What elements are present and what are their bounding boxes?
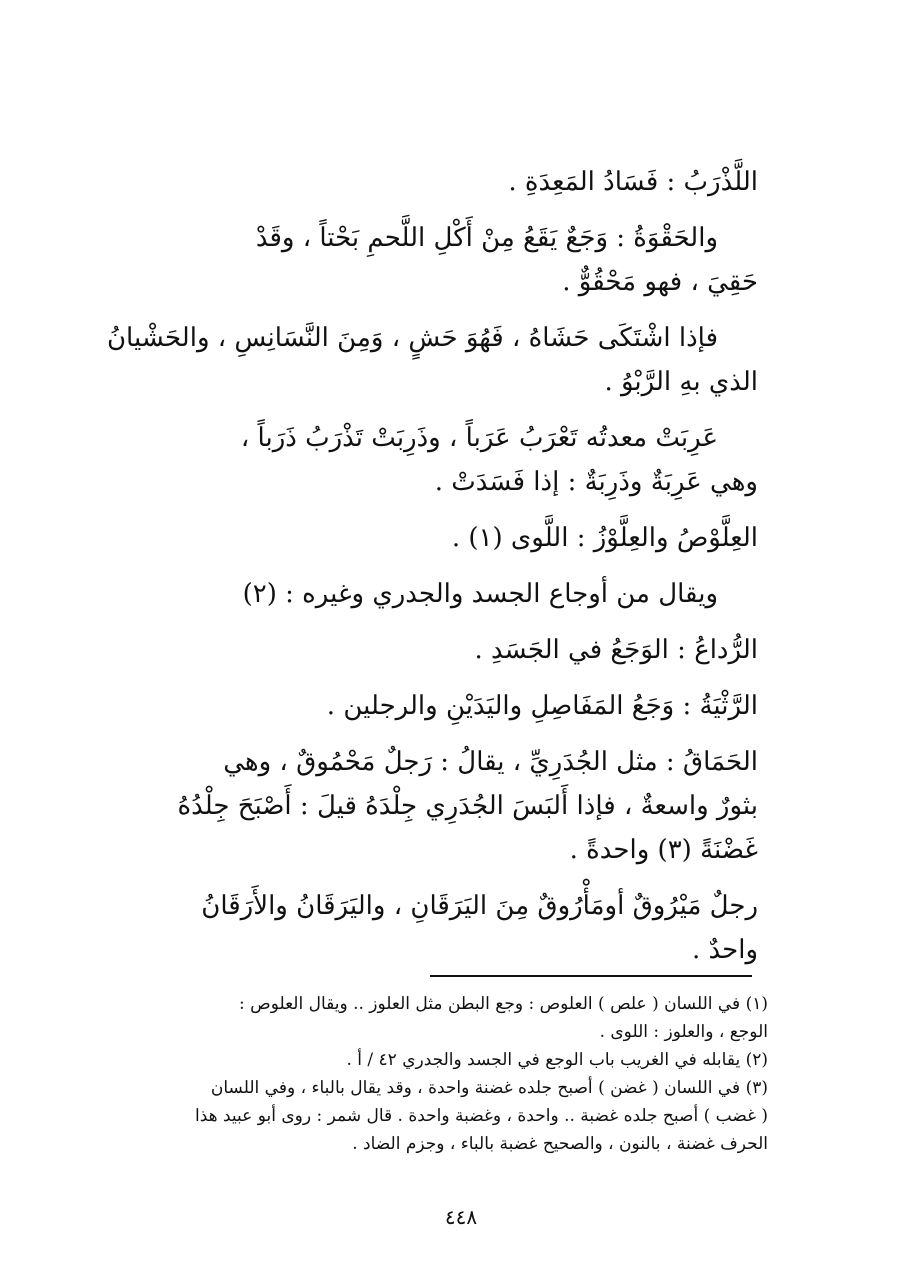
entry-rathya [96, 684, 758, 728]
footnote-line: (٢) يقابله في الغريب باب الوجع في الجسد والجدري ٤٢ / أ . [346, 1050, 768, 1070]
footnote-1 [96, 990, 768, 1046]
text-line: الذي بهِ الرَّبْوُ . [604, 367, 758, 397]
text-line: رجلٌ مَيْرُوقٌ أومَأْرُوقٌ مِنَ اليَرَقَانِ ، واليَرَقَانُ والأَرَقَانُ [201, 891, 758, 921]
entry-hasha [96, 316, 758, 404]
footnote-line: الحرف غضنة ، بالنون ، والصحيح غضبة بالباء ، وجزم الضاد . [352, 1134, 768, 1154]
footnote-3 [96, 1074, 768, 1158]
text-line: غَضْنَةً (٣) واحدةً . [569, 835, 758, 865]
text-line: الرُّداعُ : الوَجَعُ في الجَسَدِ . [474, 635, 758, 665]
page-number: ٤٤٨ [444, 1205, 478, 1229]
footnote-divider [430, 975, 752, 977]
text-line: الرَّثْيَةُ : وَجَعُ المَفَاصِلِ واليَدَيْنِ والرجلين . [326, 691, 758, 721]
main-text [96, 160, 758, 984]
text-line: الحَمَاقُ : مثل الجُدَرِيِّ ، يقالُ : رَجلٌ مَحْمُوقٌ ، وهي [223, 747, 758, 777]
footnotes [96, 990, 768, 1158]
text-line: حَقِيَ ، فهو مَحْقُوٌّ . [562, 267, 758, 297]
footnote-line: (١) في اللسان ( علص ) العلوص : وجع البطن مثل العلوز .. ويقال العلوص : [239, 994, 768, 1014]
text-line: العِلَّوْصُ والعِلَّوْزُ : اللَّوى (١) . [451, 523, 758, 553]
entry-haqwa [96, 216, 758, 304]
footnote-line: ( غضب ) أصبح جلده غضبة .. واحدة ، وغضبة واحدة . قال شمر : روى أبو عبيد هذا [194, 1106, 768, 1126]
section-heading [96, 572, 758, 616]
footnote-line: (٣) في اللسان ( غضن ) أصبح جلده غضنة واحدة ، وقد يقال بالباء ، وفي اللسان [210, 1078, 768, 1098]
footnote-line: الوجع ، والعلوز : اللوى . [599, 1022, 768, 1042]
text-line: فإذا اشْتَكَى حَشَاهُ ، فَهُوَ حَشٍ ، وَمِنَ النَّسَانِسِ ، والحَشْيانُ [106, 323, 718, 353]
text-line: اللَّذْرَبُ : فَسَادُ المَعِدَةِ . [508, 167, 758, 197]
entry-illaws [96, 516, 758, 560]
text-line: بثورٌ واسعةٌ ، فإذا أَلبَسَ الجُدَرِي جِلْدَهُ قيلَ : أَصْبَحَ جِلْدُهُ [177, 791, 758, 821]
entry-mayruq [96, 884, 758, 972]
text-line: وهي عَرِبَةٌ وذَرِبَةٌ : إذا فَسَدَتْ . [434, 467, 758, 497]
text-line: ويقال من أوجاع الجسد والجدري وغيره : (٢) [242, 579, 718, 609]
text-line: عَرِبَتْ معدتُه تَعْرَبُ عَرَباً ، وذَرِبَتْ تَذْرَبُ ذَرَباً ، [240, 423, 718, 453]
text-line: واحدٌ . [691, 935, 758, 965]
entry-arabat [96, 416, 758, 504]
entry-hamaq [96, 740, 758, 872]
text-line: والحَقْوَةُ : وَجَعٌ يَقَعُ مِنْ أَكْلِ اللَّحمِ بَحْتاً ، وقَدْ [255, 223, 718, 253]
footnote-2 [96, 1046, 768, 1074]
entry-rudaa [96, 628, 758, 672]
entry-dharab [96, 160, 758, 204]
